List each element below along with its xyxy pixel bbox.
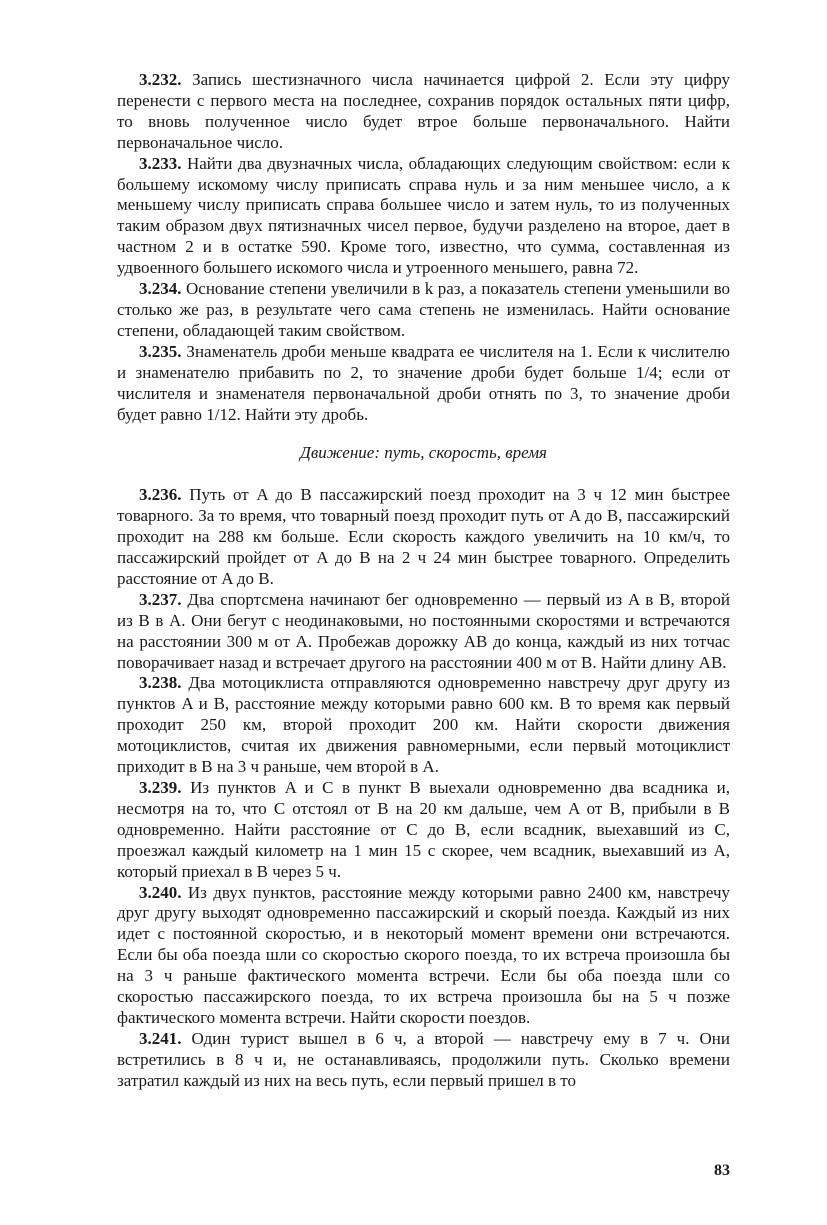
section-heading: Движение: путь, скорость, время bbox=[300, 443, 547, 463]
problem-number: 3.238. bbox=[139, 673, 182, 693]
problems-before-section bbox=[117, 70, 730, 425]
problem-3-239 bbox=[117, 778, 730, 883]
problem-number: 3.237. bbox=[139, 589, 182, 609]
problem-3-235 bbox=[117, 342, 730, 426]
problem-3-238 bbox=[117, 673, 730, 778]
problem-number: 3.240. bbox=[139, 882, 182, 902]
problem-3-232 bbox=[117, 70, 730, 154]
problem-text: Знаменатель дроби меньше квадрата ее числителя на 1. Если к числителю и знаменателю прибавить по 2, то значение дроби будет больше 1/4; если от числителя и знаменателя первоначальной дроби отнять по 3, то значение дроби будет равно 1/12. Найти эту дробь. bbox=[117, 341, 730, 424]
problem-text: Из пунктов A и C в пункт B выехали одновременно два всадника и, несмотря на то, что C отстоял от B на 20 км дальше, чем A от B, прибыли в B одновременно. Найти расстояние от C до B, если всадник, выехавший из C, проезжал каждый километр на 1 мин 15 с скорее, чем всадник, выехавший из A, который приехал в B через 5 ч. bbox=[117, 778, 731, 881]
problem-3-236 bbox=[117, 485, 730, 590]
problem-3-240 bbox=[117, 883, 730, 1029]
problem-3-234 bbox=[117, 279, 730, 342]
problem-number: 3.236. bbox=[139, 485, 182, 505]
problem-text: Один турист вышел в 6 ч, а второй — навстречу ему в 7 ч. Они встретились в 8 ч и, не останавливаясь, продолжили путь. Сколько времени затратил каждый из них на весь путь, если первый пришел в то bbox=[117, 1028, 730, 1090]
problem-number: 3.239. bbox=[139, 778, 182, 797]
problem-text: Основание степени увеличили в k раз, а показатель степени уменьшили во столько же раз, в результате чего сама степень не изменилась. Найти основание степени, обладающей таким свойством. bbox=[117, 279, 730, 340]
problem-3-237 bbox=[117, 590, 730, 674]
problem-text: Запись шестизначного числа начинается цифрой 2. Если эту цифру перенести с первого места на последнее, сохранив порядок остальных пяти цифр, то вновь полученное число будет втрое больше первоначального. Найти первоначальное число. bbox=[117, 70, 730, 152]
problem-number: 3.233. bbox=[139, 153, 182, 173]
page-number: 83 bbox=[714, 1162, 730, 1179]
problem-number: 3.235. bbox=[139, 341, 182, 361]
problem-number: 3.241. bbox=[139, 1028, 182, 1048]
problem-number: 3.232. bbox=[139, 70, 182, 89]
problems-after-section bbox=[117, 485, 730, 1091]
problem-3-241 bbox=[117, 1029, 730, 1092]
problem-text: Из двух пунктов, расстояние между которыми равно 2400 км, навстречу друг другу выходят одновременно пассажирский и скорый поезда. Каждый из них идет с постоянной скоростью, и в некоторый момент времени они встречаются. Если бы оба поезда шли со скоростью скорого поезда, то их встреча произошла бы на 3 ч раньше фактического момента встречи. Если бы оба поезда шли со скоростью пассажирского поезда, то их встреча произошла бы на 5 ч позже фактического момента встречи. Найти скорости поездов. bbox=[117, 882, 730, 1027]
problem-text: Путь от A до B пассажирский поезд проходит на 3 ч 12 мин быстрее товарного. За то время, что товарный поезд проходит путь от A до B, пассажирский проходит на 288 км больше. Если скорость каждого увеличить на 10 км/ч, то пассажирский пройдет от A до B на 2 ч 24 мин быстрее товарного. Определить расстояние от A до B. bbox=[117, 485, 731, 588]
problem-text: Два спортсмена начинают бег одновременно — первый из A в B, второй из B в A. Они бегут с неодинаковыми, но постоянными скоростями и встречаются на расстоянии 300 м от A. Пробежав дорожку AB до конца, каждый из них тотчас поворачивает назад и встречает другого на расстоянии 400 м от B. Найти длину AB. bbox=[117, 589, 731, 672]
problem-3-233 bbox=[117, 154, 730, 279]
problem-text: Два мотоциклиста отправляются одновременно навстречу друг другу из пунктов A и B, расстояние между которыми равно 600 км. В то время как первый проходит 250 км, второй проходит 200 км. Найти скорости движения мотоциклистов, считая их движения равномерными, если первый мотоциклист приходит в B на 3 ч раньше, чем второй в A. bbox=[117, 673, 730, 777]
problem-number: 3.234. bbox=[139, 279, 182, 299]
problem-text: Найти два двузначных числа, обладающих следующим свойством: если к большему искомому числу приписать справа нуль и за ним меньшее число, а к меньшему числу приписать справа большее число и затем нуль, то из полученных таким образом двух пятизначных чисел первое, будучи разделено на второе, дает в частном 2 и в остатке 590. Кроме того, известно, что сумма, составленная из удвоенного большего искомого числа и утроенного меньшего, равна 72. bbox=[117, 153, 730, 278]
